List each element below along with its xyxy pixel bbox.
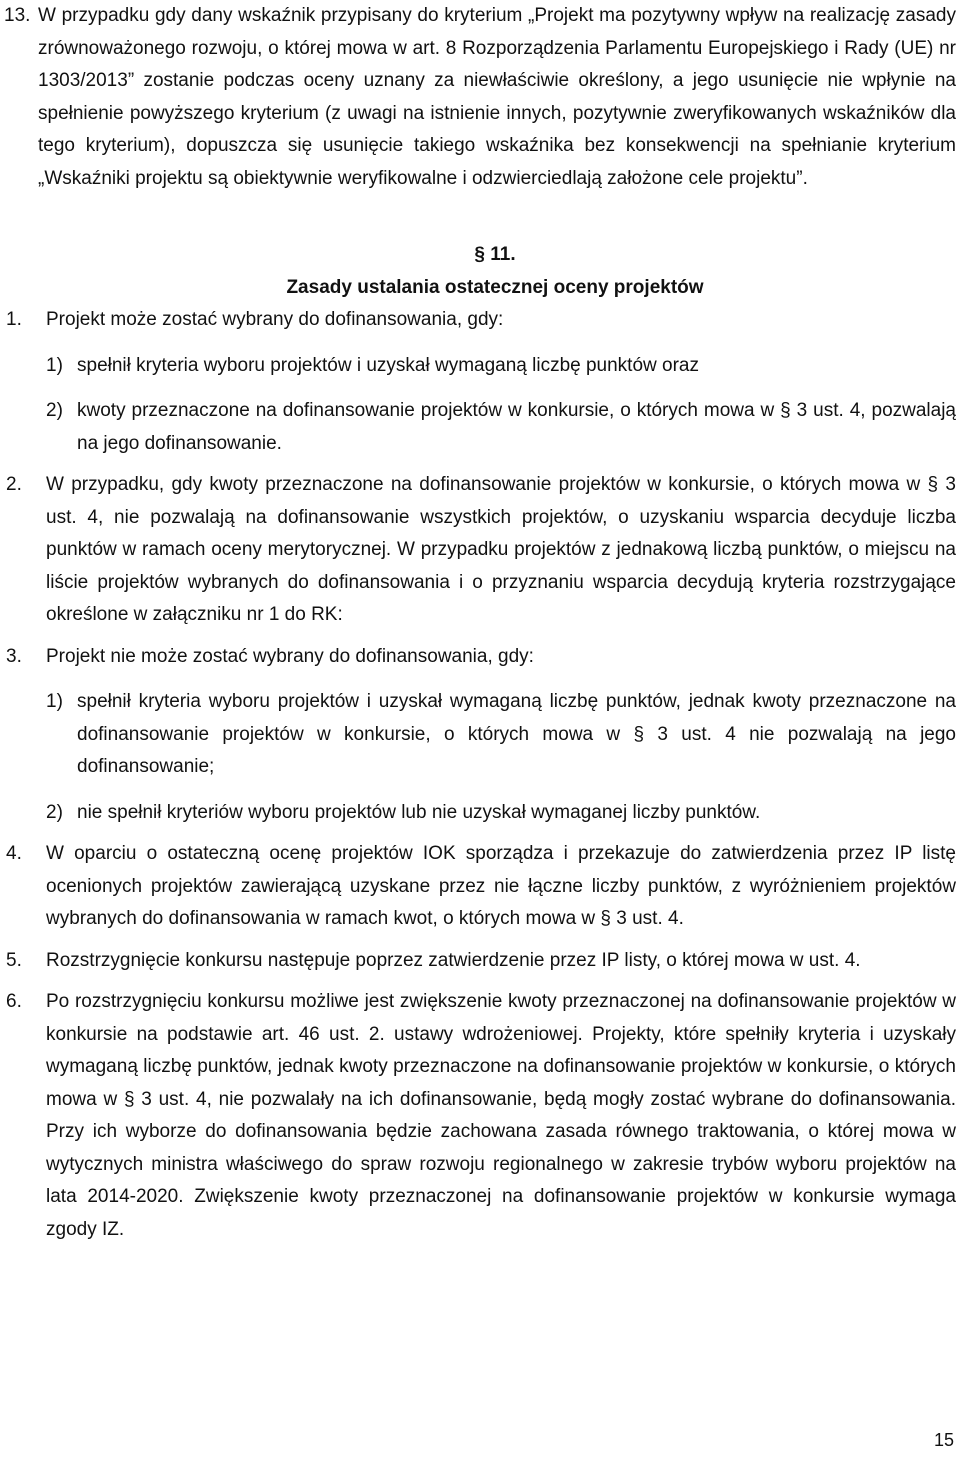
- item-number: 5.: [6, 949, 22, 971]
- item-text: W przypadku gdy dany wskaźnik przypisany do kryterium „Projekt ma pozytywny wpływ na realizację zasady zrównoważonego rozwoju, o której mowa w art. 8 Rozporządzenia Parlamentu Europejskiego i Rady (UE) nr 1303/2013” zostanie podczas oceny uznany za niewłaściwie określony, a jego usunięcie nie wpłynie na spełnienie powyższego kryterium (z uwagi na istnienie innych, pozytywnie zweryfikowanych wskaźników dla tego kryterium), dopuszcza się usunięcie takiego wskaźnika bez konsekwencji na spełnianie kryterium „Wskaźniki projektu są obiektywnie weryfikowalne i odzwierciedlają założone cele projektu”.: [38, 5, 956, 189]
- item-number: 13.: [4, 5, 31, 26]
- section-item-3: [6, 641, 956, 674]
- section-item-1: [6, 304, 956, 337]
- item-number: 2.: [6, 474, 22, 495]
- item-number: 6.: [6, 991, 22, 1012]
- item-text: Po rozstrzygnięciu konkursu możliwe jest zwiększenie kwoty przeznaczonej na dofinansowanie projektów w konkursie na podstawie art. 46 ust. 2. ustawy wdrożeniowej. Projekty, które spełniły kryteria i uzyskały wymaganą liczbę punktów, jednak kwoty przeznaczone na dofinansowanie projektów w konkursie, o których mowa w § 3 ust. 4, nie pozwalały na ich dofinansowanie, będą mogły zostać wybrane do dofinansowania. Przy ich wyborze do dofinansowania będzie zachowana zasada równego traktowania, o której mowa w wytycznych ministra właściwego do spraw rozwoju regionalnego w zakresie trybów wyboru projektów na lata 2014-2020. Zwiększenie kwoty przeznaczonej na dofinansowanie projektów w konkursie wymaga zgody IZ.: [46, 991, 956, 1240]
- subitem-text: nie spełnił kryteriów wyboru projektów lub nie uzyskał wymaganej liczby punktów.: [77, 801, 761, 823]
- subitem-1-1: [46, 350, 956, 383]
- paragraph-item-13: [4, 0, 956, 195]
- subitem-text: spełnił kryteria wyboru projektów i uzyskał wymaganą liczbę punktów, jednak kwoty przeznaczone na dofinansowanie projektów w konkursie, o których mowa w § 3 ust. 4 nie pozwalają na jego dofinansowanie;: [77, 691, 956, 777]
- section-number: § 11.: [474, 244, 516, 265]
- item-text: Projekt nie może zostać wybrany do dofinansowania, gdy:: [46, 645, 534, 667]
- subitem-number: 2): [46, 400, 63, 421]
- section-item-6: [6, 986, 956, 1246]
- subitem-number: 2): [46, 801, 63, 823]
- subitem-3-2: [46, 797, 956, 830]
- subitem-text: kwoty przeznaczone na dofinansowanie projektów w konkursie, o których mowa w § 3 ust. 4, pozwalają na jego dofinansowanie.: [77, 400, 956, 454]
- item-number: 1.: [6, 309, 22, 330]
- subitem-number: 1): [46, 691, 63, 712]
- subitem-3-1: [46, 686, 956, 784]
- section-title: Zasady ustalania ostatecznej oceny projektów: [286, 276, 704, 298]
- page-number: 15: [933, 1430, 954, 1450]
- item-number: 3.: [6, 645, 22, 667]
- item-text: Projekt może zostać wybrany do dofinansowania, gdy:: [46, 309, 504, 330]
- item-number: 4.: [6, 843, 22, 864]
- section-item-2: [6, 469, 956, 632]
- subitem-text: spełnił kryteria wyboru projektów i uzyskał wymaganą liczbę punktów oraz: [77, 354, 699, 376]
- subitem-1-2: [46, 395, 956, 460]
- item-text: Rozstrzygnięcie konkursu następuje poprzez zatwierdzenie przez IP listy, o której mowa w ust. 4.: [46, 949, 861, 971]
- section-item-4: [6, 838, 956, 936]
- item-text: W przypadku, gdy kwoty przeznaczone na dofinansowanie projektów w konkursie, o których mowa w § 3 ust. 4, nie pozwalają na dofinansowanie wszystkich projektów, o uzyskaniu wsparcia decyduje liczba punktów w ramach oceny merytorycznej. W przypadku projektów z jednakową liczbą punktów, o miejscu na liście projektów wybranych do dofinansowania i o przyznaniu wsparcia decydują kryteria rozstrzygające określone w załączniku nr 1 do RK:: [46, 474, 956, 625]
- section-item-5: [6, 945, 956, 978]
- item-text: W oparciu o ostateczną ocenę projektów IOK sporządza i przekazuje do zatwierdzenia przez IP listę ocenionych projektów zawierającą uzyskane przez nie łączne liczby punktów, z wyróżnieniem projektów wybranych do dofinansowania w ramach kwot, o których mowa w § 3 ust. 4.: [46, 843, 956, 929]
- subitem-number: 1): [46, 354, 63, 376]
